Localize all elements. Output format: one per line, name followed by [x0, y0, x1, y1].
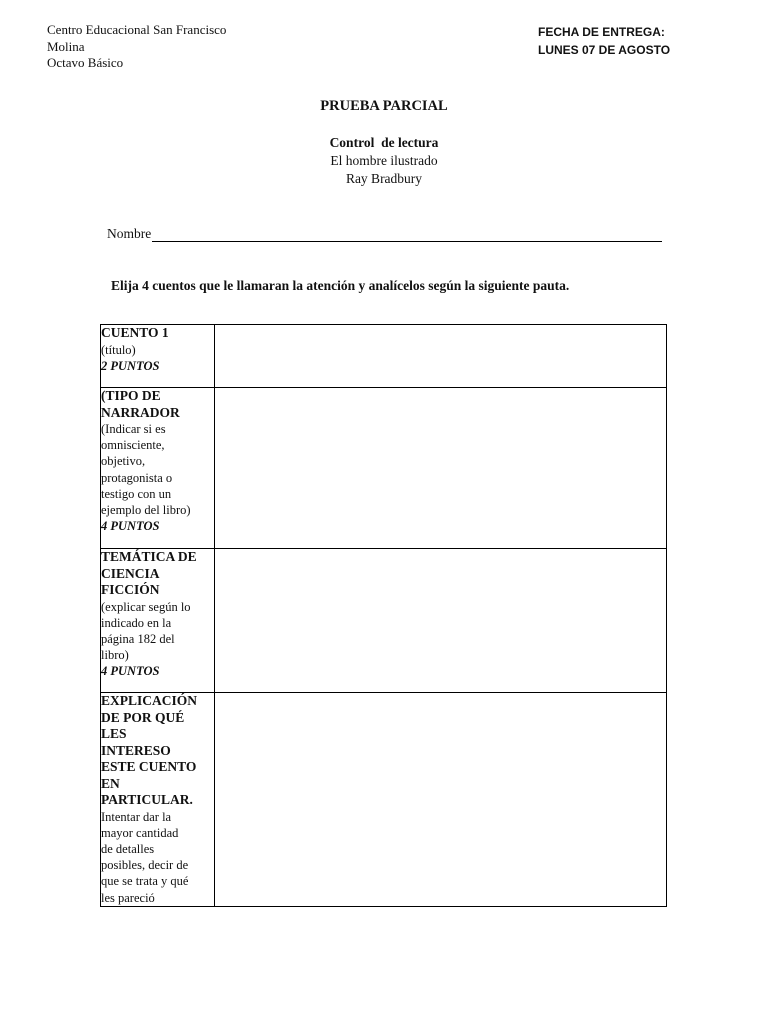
criteria-points: 4 PUNTOS: [101, 519, 160, 534]
criteria-description: posibles, decir de: [101, 858, 189, 873]
criteria-cell: [101, 388, 215, 549]
criteria-description: página 182 del: [101, 631, 175, 646]
answer-cell[interactable]: [215, 549, 667, 693]
criteria-description: omnisciente,: [101, 438, 165, 453]
criteria-heading: NARRADOR: [101, 404, 180, 420]
criteria-description: libro): [101, 648, 129, 663]
analysis-table: [100, 324, 667, 907]
criteria-cell: [101, 549, 215, 693]
criteria-description: protagonista o: [101, 470, 173, 485]
table-row: [101, 693, 667, 907]
school-line: Molina: [47, 38, 85, 54]
school-line: Octavo Básico: [47, 55, 124, 70]
criteria-heading: PARTICULAR.: [101, 792, 193, 807]
criteria-heading: EXPLICACIÓN: [101, 693, 198, 708]
criteria-heading: TEMÁTICA DE: [101, 549, 197, 564]
criteria-heading: CUENTO 1: [101, 325, 169, 340]
due-date-value: LUNES 07 DE AGOSTO: [538, 43, 671, 57]
due-date-block: [538, 23, 670, 59]
criteria-description: (título): [101, 342, 136, 357]
criteria-description: testigo con un: [101, 486, 172, 501]
criteria-points: 4 PUNTOS: [101, 664, 160, 679]
criteria-heading: ESTE CUENTO: [101, 759, 197, 774]
table-row: [101, 325, 667, 388]
criteria-description: les pareció: [101, 890, 155, 905]
criteria-heading: FICCIÓN: [101, 582, 160, 597]
table-row: [101, 388, 667, 549]
page-subtitle: Control de lectura: [329, 135, 439, 150]
name-field[interactable]: [107, 224, 662, 242]
answer-cell[interactable]: [215, 693, 667, 907]
school-info: [47, 22, 226, 72]
answer-cell[interactable]: [215, 388, 667, 549]
criteria-heading: CIENCIA: [101, 565, 160, 581]
name-label: Nombre: [107, 226, 152, 241]
criteria-description: (Indicar si es: [101, 422, 166, 436]
school-line: Centro Educacional San Francisco: [47, 22, 227, 37]
criteria-heading: INTERESO: [101, 742, 171, 758]
answer-cell[interactable]: [215, 325, 667, 388]
criteria-description: mayor cantidad: [101, 825, 179, 840]
criteria-cell: [101, 693, 215, 907]
criteria-description: indicado en la: [101, 615, 172, 630]
criteria-description: que se trata y qué: [101, 874, 189, 889]
criteria-description: objetivo,: [101, 454, 146, 469]
due-date-label: FECHA DE ENTREGA:: [538, 25, 665, 39]
criteria-heading: DE POR QUÉ: [101, 709, 185, 725]
table-row: [101, 549, 667, 693]
criteria-heading: LES: [101, 726, 127, 741]
criteria-heading: EN: [101, 775, 120, 791]
criteria-heading: (TIPO DE: [101, 388, 161, 403]
criteria-points: 2 PUNTOS: [101, 358, 160, 373]
book-title: El hombre ilustrado: [330, 153, 438, 168]
criteria-description: Intentar dar la: [101, 809, 172, 824]
criteria-description: ejemplo del libro): [101, 503, 191, 518]
page-title: PRUEBA PARCIAL: [320, 98, 448, 114]
instruction-text: Elija 4 cuentos que le llamaran la atención y analícelos según la siguiente pauta.: [111, 278, 570, 293]
criteria-description: de detalles: [101, 841, 155, 856]
name-underline[interactable]: [152, 226, 662, 242]
book-author: Ray Bradbury: [345, 171, 423, 186]
criteria-cell: [101, 325, 215, 388]
criteria-description: (explicar según lo: [101, 599, 191, 614]
